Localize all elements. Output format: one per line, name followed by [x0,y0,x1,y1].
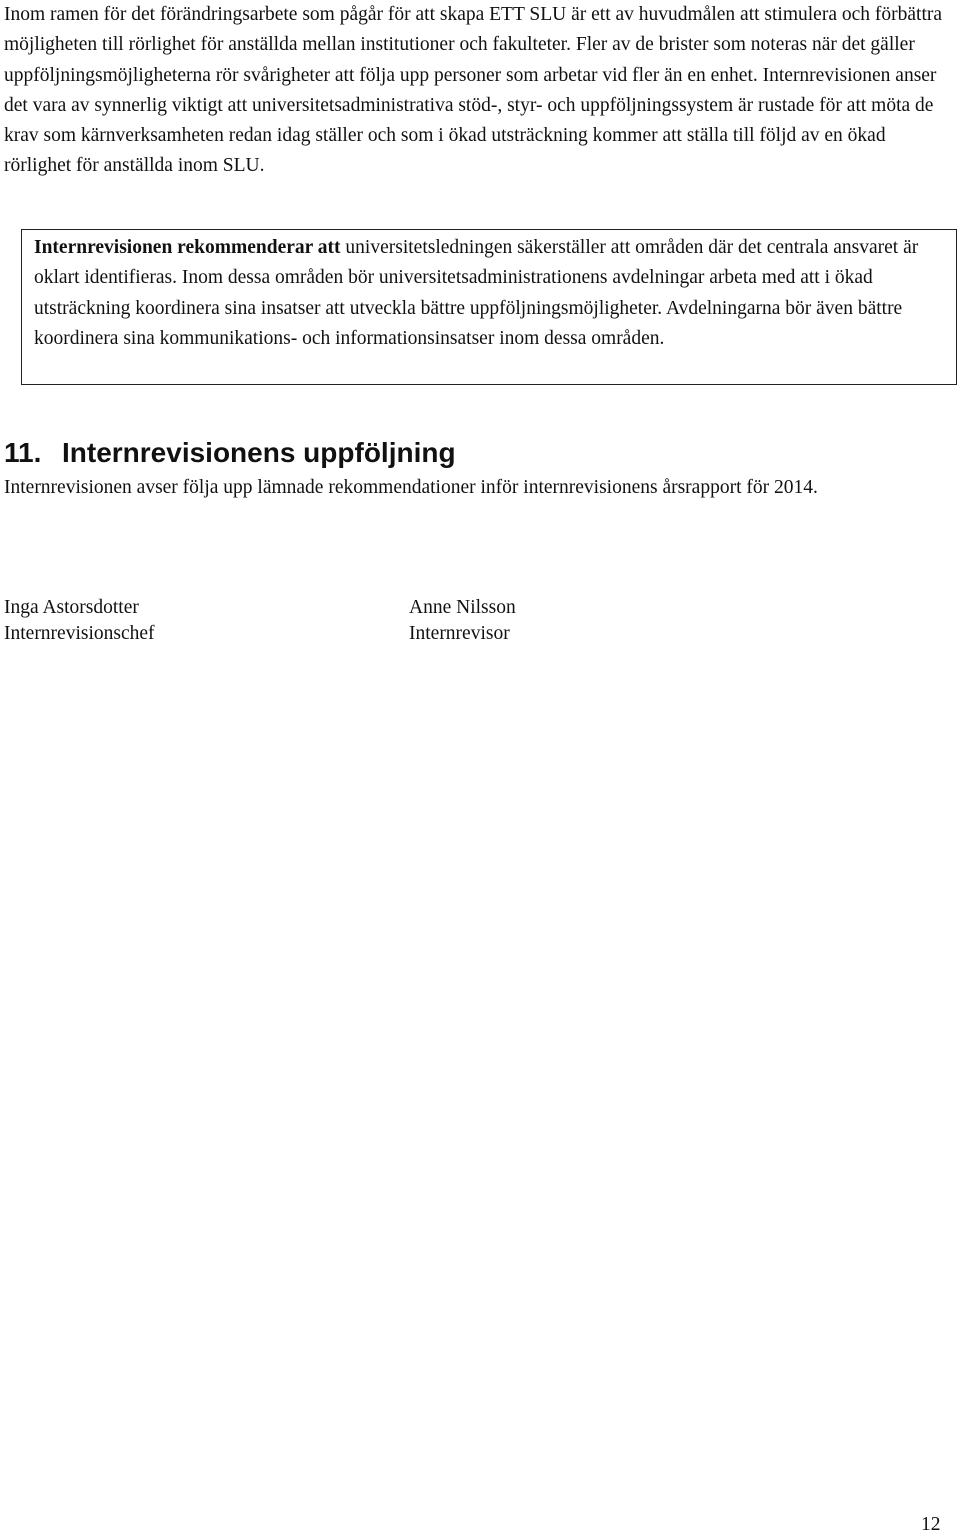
recommendation-text: universitetsledningen säkerställer att områden där det centrala ansvaret är oklart identifieras. Inom dessa områden bör universitetsadministrationens avdelningar arbeta med att i ökad utsträckning koordinera sina insatser att utveckla bättre uppföljningsmöjligheter. Avdelningarna bör även bättre koordinera sina kommunikations- och informationsinsatser inom dessa områden. [34,237,919,349]
signatory-title: Internrevisionschef [4,623,155,644]
signatory-title: Internrevisor [409,623,510,644]
section-title: Internrevisionens uppföljning [62,437,456,468]
signatory-name: Inga Astorsdotter [4,597,139,618]
signature-block [4,595,155,647]
section-heading [4,433,456,473]
section-number: 11. [4,437,42,468]
signature-block [409,595,516,647]
recommendation-lead: Internrevisionen rekommenderar att [34,237,341,258]
recommendation-paragraph [34,233,945,354]
section-body: Internrevisionen avser följa upp lämnade rekommendationer inför internrevisionens årsrapport för 2014. [4,477,818,498]
page-number: 12 [921,1514,941,1535]
intro-paragraph: Inom ramen för det förändringsarbete som pågår för att skapa ETT SLU är ett av huvudmålen att stimulera och förbättra möjligheten till rörlighet för anställda mellan institutioner och fakulteter. Fler av de brister som noteras när det gäller uppföljningsmöjligheterna rör svårigheter att följa upp personer som arbetar vid fler än en enhet. Internrevisionen anser det vara av synnerlig viktigt att universitetsadministrativa stöd-, styr- och uppföljningssystem är rustade för att möta de krav som kärnverksamheten redan idag ställer och som i ökad utsträckning kommer att ställa till följd av en ökad rörlighet för anställda inom SLU. [4,4,943,177]
signatory-name: Anne Nilsson [409,597,516,618]
recommendation-box [21,229,957,385]
